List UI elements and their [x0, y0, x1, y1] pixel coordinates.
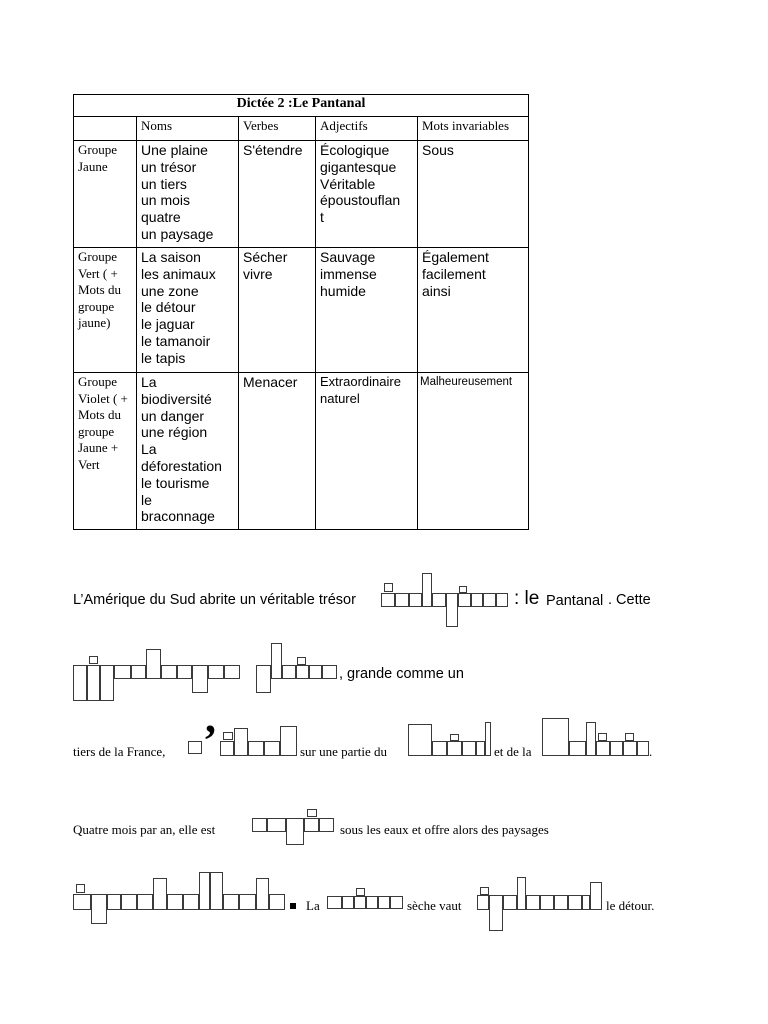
- letter-box: [280, 726, 297, 756]
- header-mots-invariables: Mots invariables: [418, 117, 529, 141]
- letter-box: [526, 895, 540, 910]
- word: déforestation: [141, 457, 222, 474]
- letter-box: [503, 895, 517, 910]
- letter-box: [304, 818, 319, 832]
- letter-box: [91, 894, 107, 924]
- header-noms: Noms: [137, 117, 239, 141]
- word: t: [320, 209, 324, 226]
- letter-box: [542, 718, 569, 756]
- table-title: Dictée 2 :Le Pantanal: [74, 95, 529, 117]
- letter-box: [485, 722, 491, 756]
- letter-box: [252, 818, 267, 832]
- noms-cell: [137, 248, 239, 373]
- letter-box: [447, 741, 462, 756]
- letter-box: [356, 888, 365, 896]
- letter-box: [476, 741, 485, 756]
- letter-box: [282, 665, 296, 679]
- letter-box: [121, 894, 137, 910]
- letter-box: [256, 665, 271, 693]
- word: immense: [320, 265, 377, 282]
- noms-cell: [137, 141, 239, 248]
- word: La: [141, 374, 157, 390]
- word: vivre: [243, 265, 273, 282]
- dictation-text: tiers de la France,: [73, 744, 166, 759]
- letter-box: [161, 665, 177, 679]
- letter-box: [322, 665, 337, 679]
- group-label: Groupe Jaune: [74, 141, 137, 248]
- letter-box: [446, 593, 458, 627]
- adjectifs-cell: [316, 373, 418, 530]
- letter-box: [590, 882, 602, 910]
- letter-box: [480, 887, 489, 895]
- word: ainsi: [422, 282, 451, 299]
- word: un trésor: [141, 158, 197, 175]
- letter-box: [477, 895, 489, 910]
- letter-box: [73, 894, 91, 910]
- letter-box: [598, 733, 607, 741]
- letter-box: [137, 894, 153, 910]
- letter-box: [234, 728, 248, 756]
- word: naturel: [320, 390, 360, 406]
- letter-box: [462, 741, 476, 756]
- letter-box: [296, 665, 309, 679]
- letter-box: [89, 656, 98, 664]
- group-label: Groupe Vert ( + Mots du groupe jaune): [74, 248, 137, 373]
- letter-box: [637, 741, 649, 756]
- word: braconnage: [141, 508, 215, 525]
- word: le détour: [141, 299, 196, 316]
- word: Malheureusement: [420, 376, 513, 388]
- letter-box: [319, 818, 334, 832]
- noms-cell: [137, 373, 239, 530]
- letter-box: [131, 665, 146, 679]
- letter-box: [73, 665, 87, 701]
- letter-box: [432, 741, 447, 756]
- letter-box: [264, 741, 280, 756]
- letter-box: [271, 643, 282, 679]
- period-mark: [290, 903, 296, 909]
- invariables-cell: [418, 248, 529, 373]
- letter-box: [267, 818, 286, 832]
- letter-box: [210, 872, 223, 910]
- letter-box: [342, 896, 354, 909]
- letter-box: [354, 896, 366, 909]
- letter-box: [390, 896, 403, 909]
- letter-box: [569, 741, 586, 756]
- word: Une plaine: [141, 142, 208, 158]
- letter-box: [568, 895, 582, 910]
- letter-box: [188, 741, 202, 754]
- word: un paysage: [141, 225, 214, 242]
- dictation-text: La: [306, 898, 320, 913]
- vocabulary-table: [73, 94, 529, 530]
- verbes-cell: [239, 141, 316, 248]
- word: Sécher: [243, 249, 288, 265]
- letter-box: [199, 872, 210, 910]
- letter-box: [432, 593, 446, 607]
- letter-box: [395, 593, 409, 607]
- word: Menacer: [243, 374, 298, 390]
- word: Également: [422, 249, 489, 265]
- letter-box: [458, 593, 471, 607]
- word: Véritable: [320, 175, 376, 192]
- letter-box: [489, 895, 503, 931]
- adjectifs-cell: [316, 248, 418, 373]
- letter-box: [297, 657, 306, 665]
- word: facilement: [422, 265, 486, 282]
- letter-box: [422, 573, 432, 607]
- letter-box: [146, 649, 161, 679]
- word: le jaguar: [141, 316, 195, 333]
- verbes-cell: [239, 373, 316, 530]
- dictation-text: Quatre mois par an, elle est: [73, 822, 216, 837]
- dictation-text: et de la: [494, 744, 532, 759]
- word: époustouflan: [320, 192, 401, 209]
- letter-box: [459, 586, 467, 593]
- table-row: [74, 373, 529, 530]
- word: La: [141, 441, 157, 458]
- word: S'étendre: [243, 142, 303, 158]
- word: gigantesque: [320, 158, 397, 175]
- letter-box: [192, 665, 208, 693]
- letter-box: [167, 894, 183, 910]
- dictation-text: sous les eaux et offre alors des paysages: [340, 822, 549, 837]
- letter-box: [471, 593, 483, 607]
- letter-box: [408, 724, 432, 756]
- word: les animaux: [141, 265, 216, 282]
- letter-box: [450, 734, 459, 741]
- dictation-text: le détour.: [606, 898, 655, 913]
- word: le tamanoir: [141, 332, 211, 349]
- word: une zone: [141, 282, 199, 299]
- letter-box: [623, 741, 637, 756]
- letter-box: [114, 665, 131, 679]
- letter-box: [177, 665, 192, 679]
- word: biodiversité: [141, 390, 212, 407]
- word: humide: [320, 282, 366, 299]
- letter-box: [239, 894, 256, 910]
- word: un mois: [141, 192, 191, 209]
- letter-box: [384, 583, 393, 592]
- word: un danger: [141, 407, 205, 424]
- letter-box: [183, 894, 199, 910]
- letter-box: [327, 896, 342, 909]
- word: le tapis: [141, 349, 186, 366]
- verbes-cell: [239, 248, 316, 373]
- letter-box: [153, 878, 167, 910]
- letter-box: [100, 665, 114, 701]
- letter-box: [76, 884, 85, 893]
- letter-box: [366, 896, 378, 909]
- letter-box: [625, 733, 634, 741]
- letter-box: [223, 732, 233, 740]
- dictation-text: L’Amérique du Sud abrite un véritable trésor: [73, 592, 356, 608]
- large-comma: ,: [205, 693, 216, 742]
- group-label: Groupe Violet ( + Mots du groupe Jaune + Vert: [74, 373, 137, 530]
- invariables-cell: [418, 373, 529, 530]
- word: une région: [141, 424, 208, 441]
- letter-box: [496, 593, 508, 607]
- letter-box: [582, 895, 590, 910]
- dictation-text: Pantanal: [546, 593, 604, 609]
- invariables-cell: [418, 141, 529, 248]
- letter-box: [307, 809, 317, 817]
- table-row: [74, 141, 529, 248]
- letter-box: [596, 741, 610, 756]
- word: Sous: [422, 142, 454, 158]
- letter-box: [610, 741, 623, 756]
- word: Sauvage: [320, 249, 376, 265]
- adjectifs-cell: [316, 141, 418, 248]
- word: un tiers: [141, 175, 187, 192]
- letter-box: [208, 665, 224, 679]
- letter-box: [256, 878, 269, 910]
- header-empty: [74, 117, 137, 141]
- letter-box: [269, 894, 285, 910]
- letter-box: [409, 593, 422, 607]
- letter-box: [483, 593, 496, 607]
- header-adjectifs: Adjectifs: [316, 117, 418, 141]
- letter-box: [223, 894, 239, 910]
- letter-box: [554, 895, 568, 910]
- letter-box: [517, 877, 526, 910]
- letter-box: [286, 818, 304, 845]
- word: La saison: [141, 249, 201, 265]
- header-verbes: Verbes: [239, 117, 316, 141]
- letter-box: [381, 593, 395, 607]
- letter-box: [309, 665, 322, 679]
- letter-box: [248, 741, 264, 756]
- letter-box: [224, 665, 240, 679]
- letter-box: [107, 894, 121, 910]
- dictation-text: . Cette: [608, 592, 651, 608]
- letter-box: [87, 665, 100, 701]
- dictation-text: sèche vaut: [407, 898, 462, 913]
- table-row: [74, 248, 529, 373]
- letter-box: [540, 895, 554, 910]
- word: le: [141, 491, 152, 508]
- dictation-text: , grande comme un: [339, 666, 464, 682]
- word: le tourisme: [141, 474, 210, 491]
- letter-box: [378, 896, 390, 909]
- letter-box: [586, 722, 596, 756]
- letter-box: [220, 741, 234, 756]
- dictation-text: : le: [514, 588, 540, 609]
- word: quatre: [141, 209, 181, 226]
- dictation-text: .: [649, 744, 653, 759]
- word: Extraordinaire: [320, 374, 401, 389]
- word: Écologique: [320, 142, 390, 158]
- dictation-text: sur une partie du: [300, 744, 388, 759]
